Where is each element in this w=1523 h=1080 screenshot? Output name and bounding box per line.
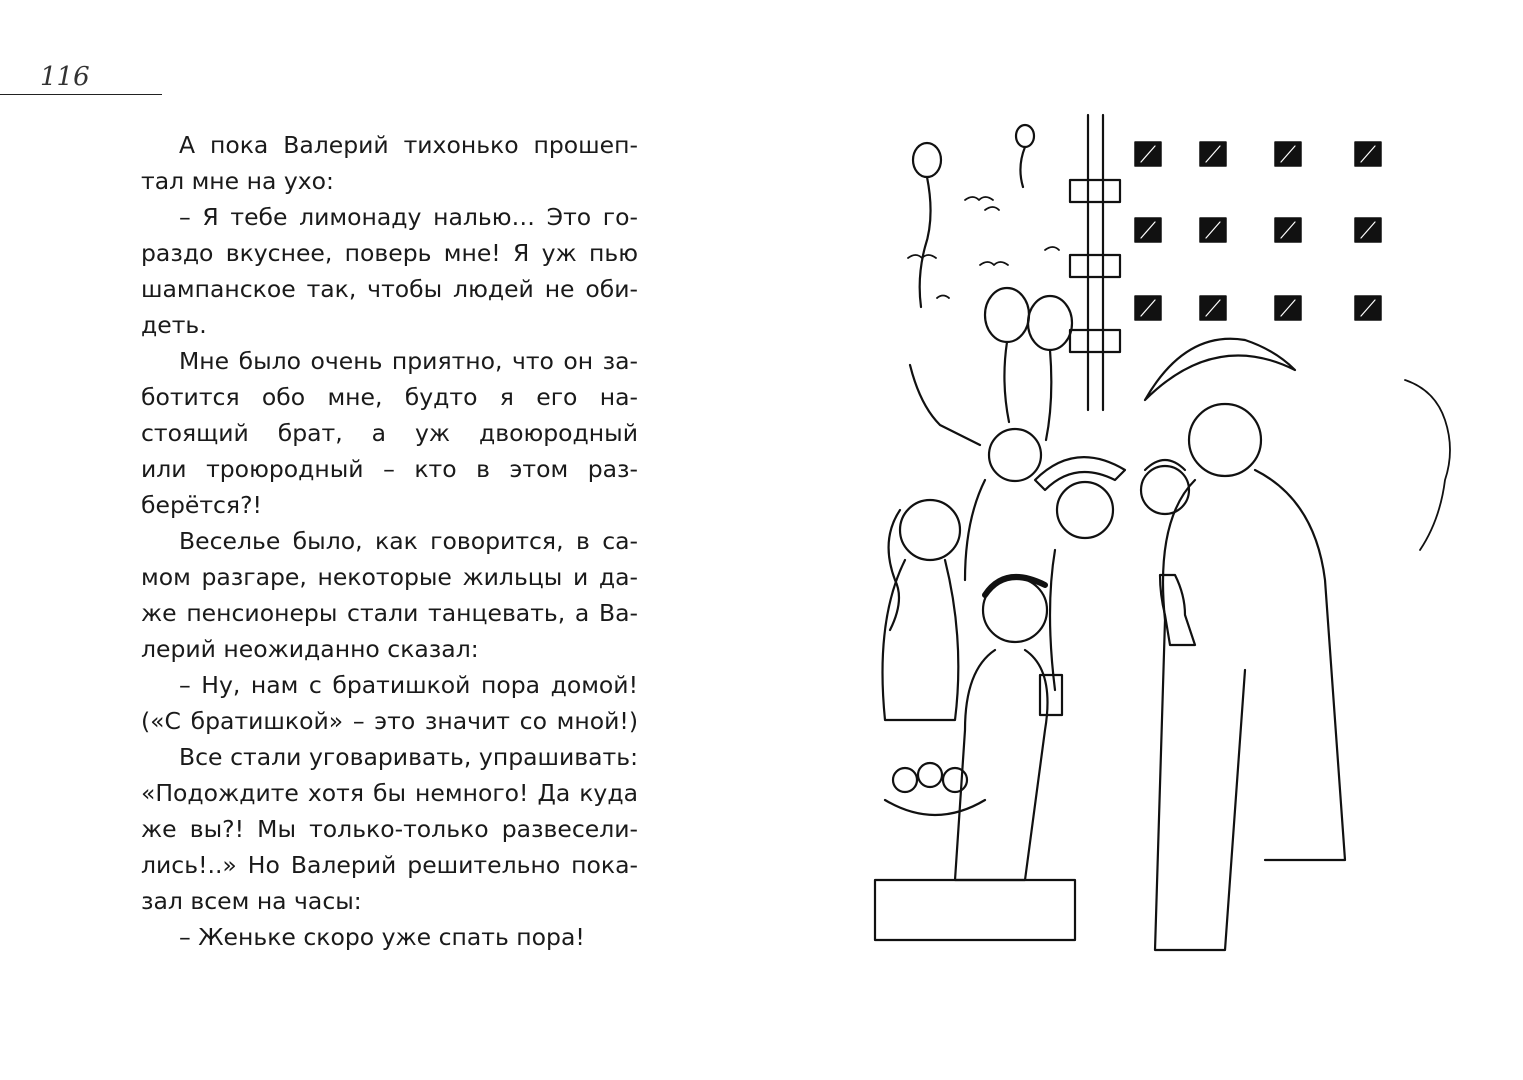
text-line: же пенсионеры стали танцевать, а Ва- — [141, 599, 638, 627]
page-number: 116 — [40, 62, 90, 92]
illustration-party-scene — [845, 110, 1455, 960]
header-rule — [0, 94, 162, 95]
text-line: Все стали уговаривать, упрашивать: — [179, 743, 638, 771]
text-line: – Ну, нам с братишкой пора домой! — [179, 671, 638, 699]
text-line: – Я тебе лимонаду налью… Это го- — [179, 203, 638, 231]
body-text — [141, 127, 638, 955]
text-line: же вы?! Мы только-только развесели- — [141, 815, 638, 843]
text-line: берётся?! — [141, 491, 262, 519]
text-line: Мне было очень приятно, что он за- — [179, 347, 638, 375]
text-line: – Женьке скоро уже спать пора! — [179, 923, 585, 951]
text-line: шампанское так, чтобы людей не оби- — [141, 275, 638, 303]
text-line: раздо вкуснее, поверь мне! Я уж пью — [141, 239, 638, 267]
text-line: зал всем на часы: — [141, 887, 362, 915]
text-line: или троюродный – кто в этом раз- — [141, 455, 638, 483]
text-line: лерий неожиданно сказал: — [141, 635, 479, 663]
text-line: стоящий брат, а уж двоюродный — [141, 419, 638, 447]
balloons-illustration — [913, 125, 1072, 440]
text-line: ботится обо мне, будто я его на- — [141, 383, 638, 411]
text-line: мом разгаре, некоторые жильцы и да- — [141, 563, 638, 591]
tree-illustration — [1405, 380, 1450, 550]
building-illustration — [1070, 115, 1381, 410]
text-line: А пока Валерий тихонько прошеп- — [179, 131, 638, 159]
crowd-illustration — [875, 339, 1345, 950]
text-line: лись!..» Но Валерий решительно пока- — [141, 851, 638, 879]
text-line: «Подождите хотя бы немного! Да куда — [141, 779, 638, 807]
text-line: деть. — [141, 311, 207, 339]
text-line: Веселье было, как говорится, в са- — [179, 527, 638, 555]
text-line: тал мне на ухо: — [141, 167, 334, 195]
text-line: («С братишкой» – это значит со мной!) — [141, 707, 638, 735]
